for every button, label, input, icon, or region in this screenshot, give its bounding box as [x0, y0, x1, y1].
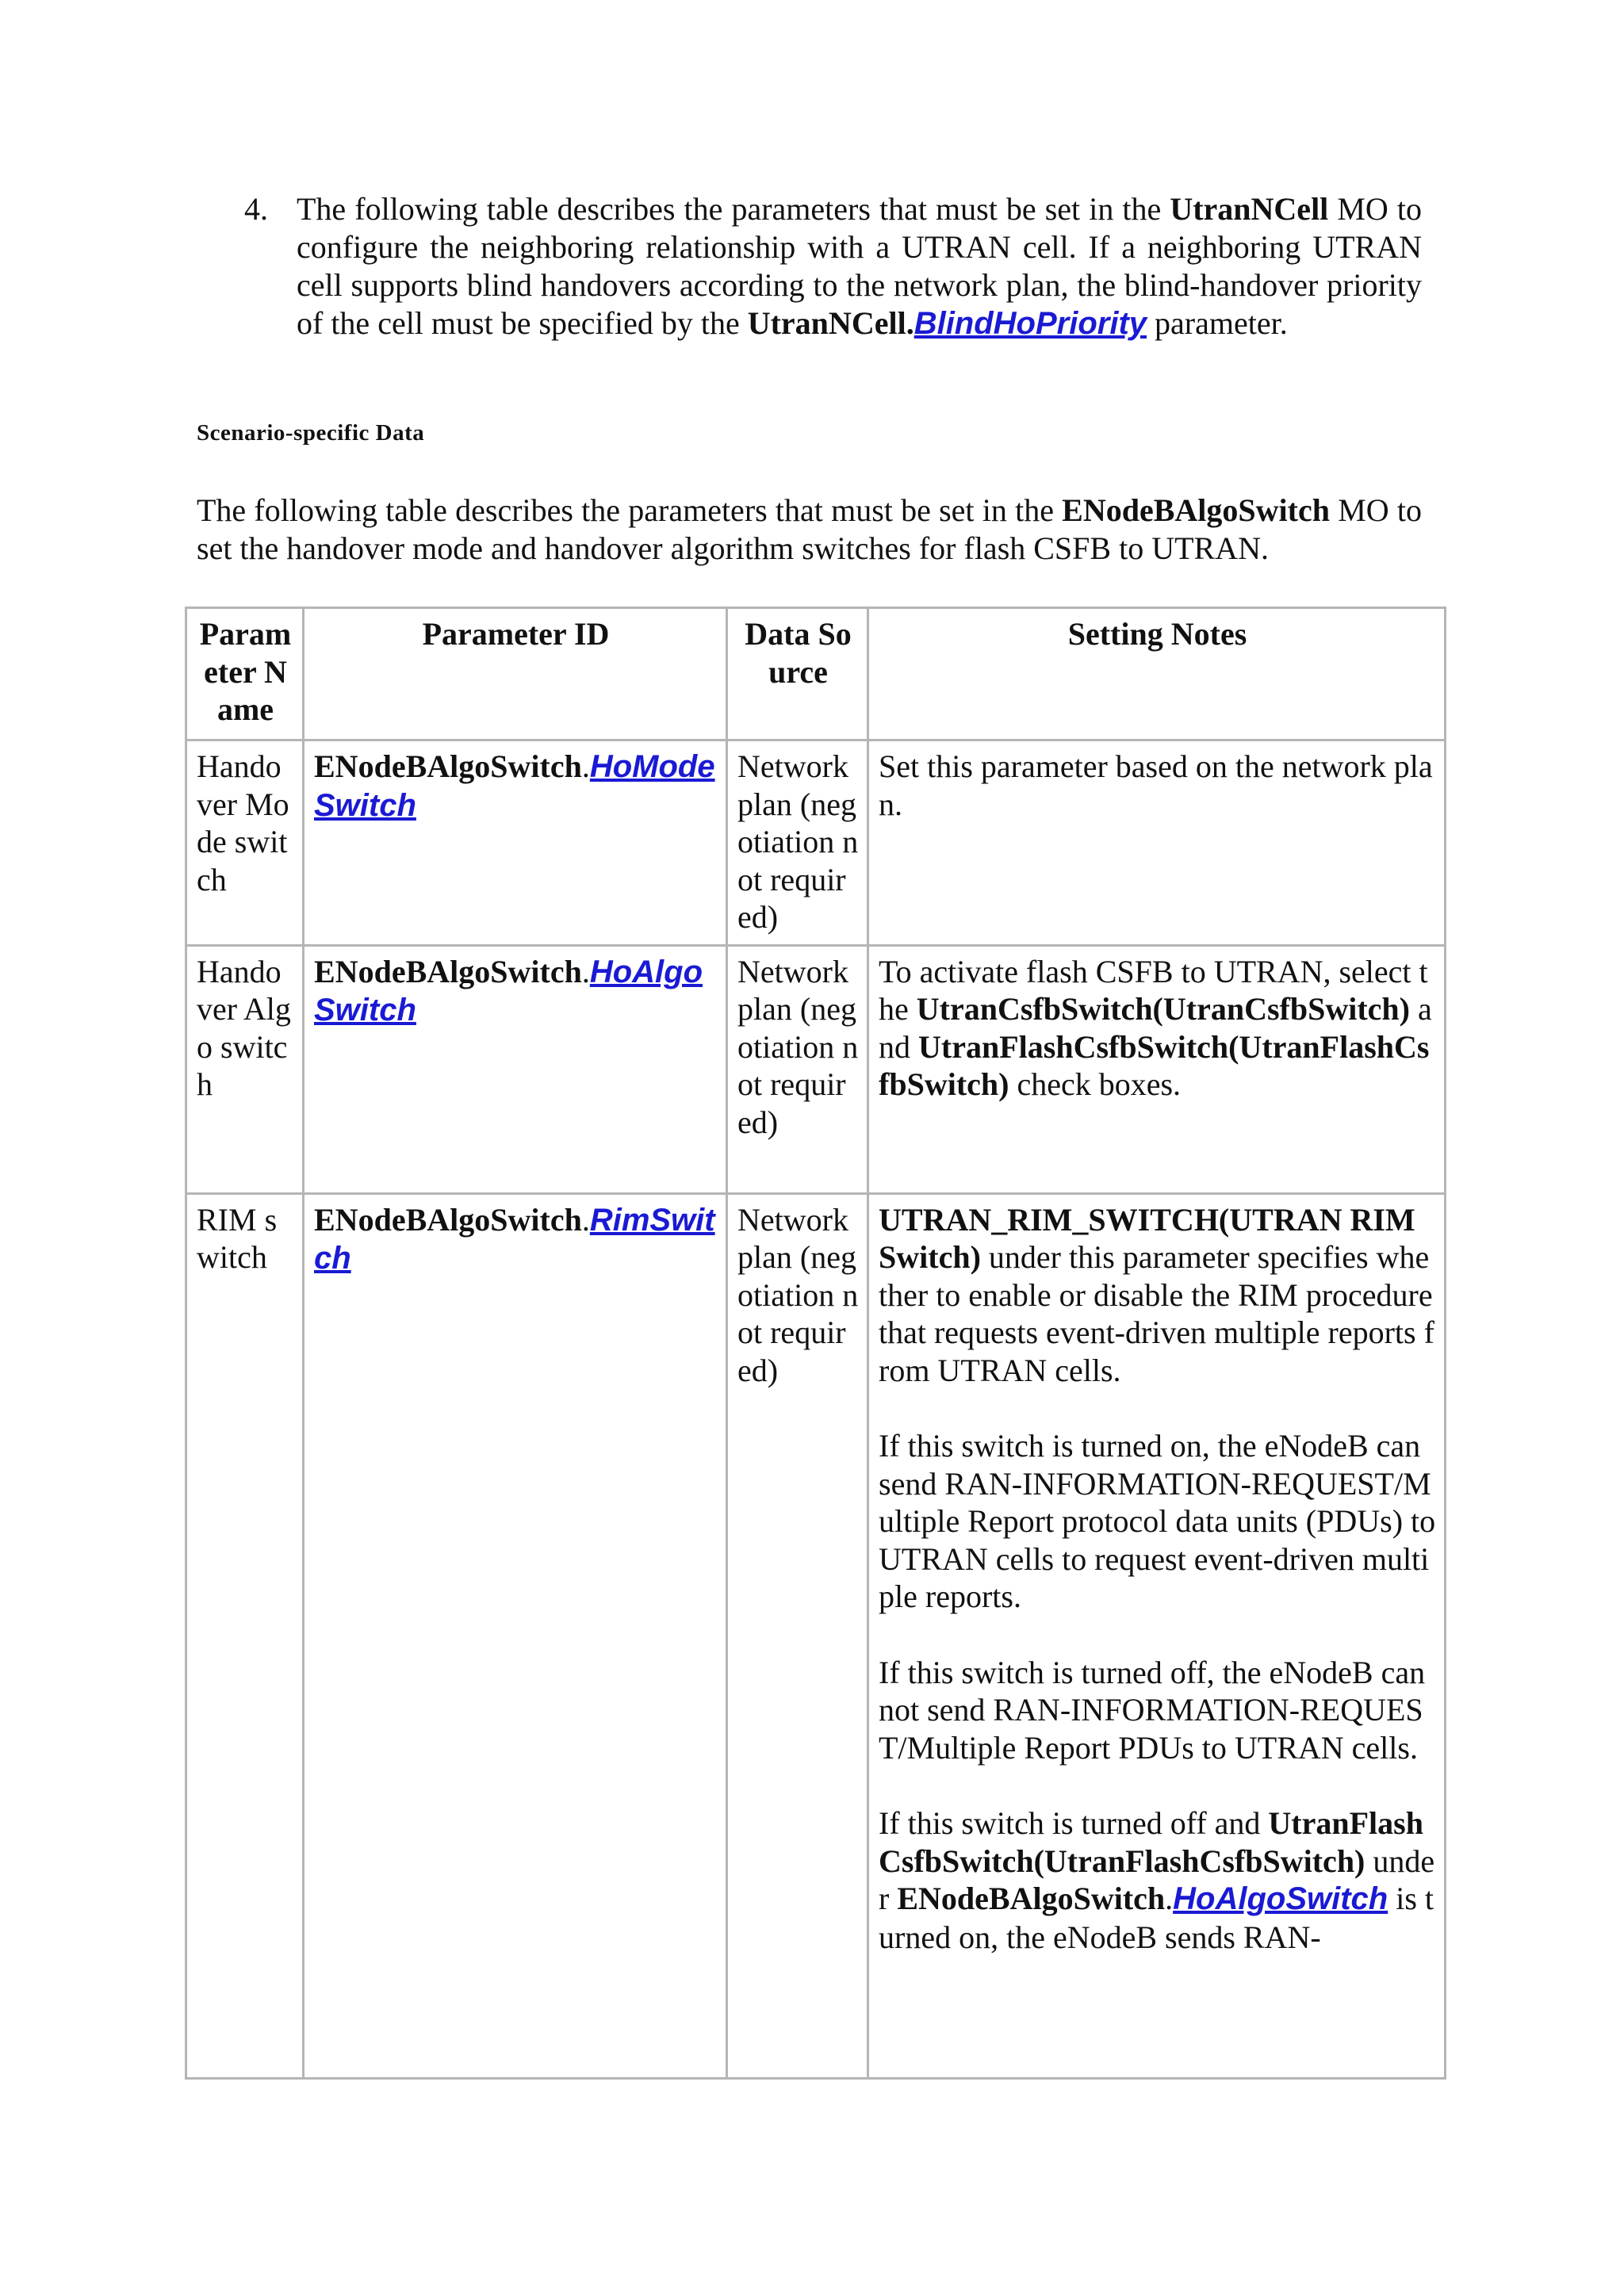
table-row [186, 1193, 1446, 2078]
table-row [186, 740, 1446, 946]
notes-text: under this parameter specifies whether to enable or disable the RIM procedure that requests event-driven multiple reports from UTRAN cells. [879, 1239, 1434, 1388]
notes-paragraph [879, 1201, 1436, 1390]
notes-paragraph: Set this parameter based on the network plan. [879, 748, 1433, 822]
section-subheading: Scenario-specific Data [197, 420, 425, 446]
notes-paragraph [879, 953, 1436, 1104]
mo-name-utranncell: UtranNCell [1170, 191, 1329, 227]
cell-parameter-id: ENodeBAlgoSwitch.HoModeSwitch [304, 740, 727, 946]
cell-parameter-name: RIM switch [186, 1193, 304, 2078]
intro-text-part: MO to set the handover mode and handover algorithm switches for flash CSFB to UTRAN. [197, 492, 1422, 566]
link-hoalgoswitch[interactable]: HoAlgoSwitch [1173, 1881, 1388, 1916]
cell-data-source: Network plan (negotiation not required) [727, 1193, 868, 2078]
cell-parameter-id: ENodeBAlgoSwitch.RimSwitch [304, 1193, 727, 2078]
link-homodeswitch[interactable]: HoModeSwitch [314, 749, 715, 823]
notes-text: is turned on, the eNodeB sends RAN- [879, 1881, 1434, 1955]
link-blindhopriority[interactable]: BlindHoPriority [914, 306, 1147, 341]
notes-text: and [879, 991, 1432, 1065]
notes-paragraph: If this switch is turned off, the eNodeB cannot send RAN-INFORMATION-REQUEST/Multiple Report PDUs to UTRAN cells. [879, 1654, 1426, 1766]
notes-paragraph: If this switch is turned on, the eNodeB can send RAN-INFORMATION-REQUEST/Multiple Report protocol data units (PDUs) to UTRAN cells to request event-driven multiple reports. [879, 1428, 1436, 1614]
link-hoalgoswitch[interactable]: HoAlgoSwitch [314, 954, 703, 1027]
param-mo-utranncell: UtranNCell [747, 305, 906, 341]
cell-parameter-name: Handover Algo switch [186, 945, 304, 1193]
cell-setting-notes [868, 1193, 1446, 2078]
utrancsfbswitch-label: UtranCsfbSwitch(UtranCsfbSwitch) [916, 991, 1410, 1027]
cell-data-source: Network plan (negotiation not required) [727, 945, 868, 1193]
cell-parameter-name: Handover Mode switch [186, 740, 304, 946]
cell-parameter-id: ENodeBAlgoSwitch.HoAlgoSwitch [304, 945, 727, 1193]
notes-text: check boxes. [1009, 1066, 1182, 1102]
utran-rim-switch-label: UTRAN_RIM_SWITCH(UTRAN RIM Switch) [879, 1201, 1415, 1275]
cell-setting-notes [868, 740, 1446, 946]
step-number: 4. [244, 191, 268, 227]
step-text-part: parameter. [1147, 305, 1288, 341]
step-text-part: The following table describes the parameters that must be set in the [297, 191, 1170, 227]
step-text: The following table describes the parameters that must be set in the UtranNCell MO to configure the neighboring relationship with a UTRAN cell. If a neighboring UTRAN cell supports blind handovers according to the network plan, the blind-handover priority of the cell must be specified by the UtranNCell.BlindHoPriority parameter. [297, 191, 1422, 341]
header-setting-notes: Setting Notes [868, 608, 1446, 740]
header-data-source: Data Source [727, 608, 868, 740]
table-row [186, 945, 1446, 1193]
notes-text: If this switch is turned off and [879, 1805, 1269, 1841]
header-parameter-id: Parameter ID [304, 608, 727, 740]
step-4-paragraph [244, 190, 1422, 342]
table-header-row [186, 608, 1446, 740]
param-mo: ENodeBAlgoSwitch [314, 1201, 582, 1238]
mo-name-enodebalgoswitch: ENodeBAlgoSwitch [1062, 492, 1330, 528]
utranflashcsfbswitch-label: UtranFlashCsfbSwitch(UtranFlashCsfbSwitch) [879, 1805, 1423, 1879]
utranflashcsfbswitch-label: UtranFlashCsfbSwitch(UtranFlashCsfbSwitch) [879, 1028, 1430, 1102]
param-mo: ENodeBAlgoSwitch [314, 953, 582, 989]
parameters-table [185, 607, 1446, 2080]
param-mo: ENodeBAlgoSwitch [897, 1881, 1166, 1916]
notes-text: under [879, 1843, 1435, 1916]
notes-text: To activate flash CSFB to UTRAN, select the [879, 953, 1428, 1027]
intro-text-part: The following table describes the parameters that must be set in the [197, 492, 1063, 528]
step-text-part: MO to configure the neighboring relationship with a UTRAN cell. If a neighboring UTRAN cell supports blind handovers according to the network plan, the blind-handover priority of the cell must be specified by the [297, 191, 1422, 341]
param-mo: ENodeBAlgoSwitch [314, 748, 582, 784]
link-rimswitch[interactable]: RimSwitch [314, 1202, 715, 1276]
cell-setting-notes [868, 945, 1446, 1193]
intro-paragraph [197, 492, 1422, 568]
cell-data-source: Network plan (negotiation not required) [727, 740, 868, 946]
header-parameter-name: Parameter Name [186, 608, 304, 740]
notes-paragraph: If this switch is turned off and UtranFlashCsfbSwitch(UtranFlashCsfbSwitch) under ENodeBAlgoSwitch.HoAlgoSwitch is turned on, the eNodeB sends RAN- [879, 1805, 1435, 1955]
